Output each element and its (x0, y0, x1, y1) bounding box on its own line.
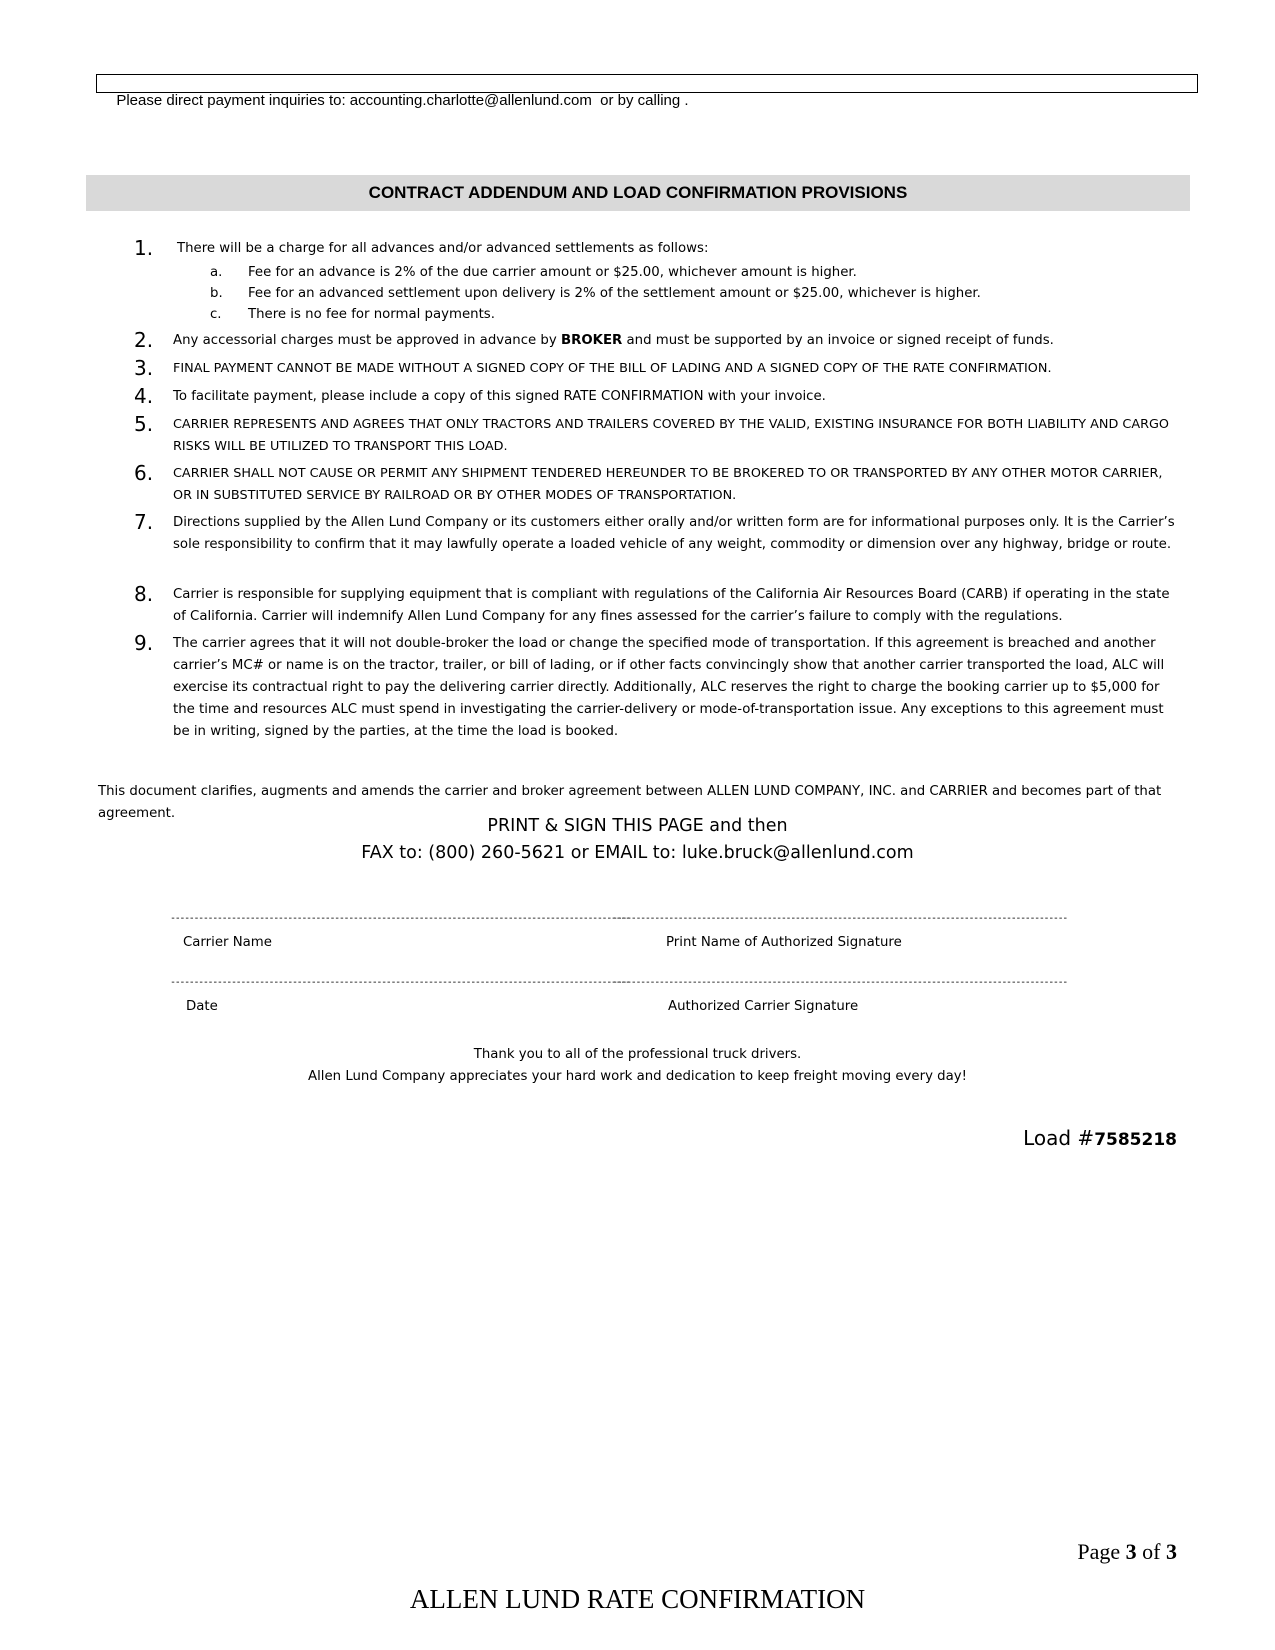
page-number: Page 3 of 3 (1077, 1539, 1177, 1564)
thanks-line-1: Thank you to all of the professional truck drivers. (473, 1047, 802, 1062)
date-label: Date (186, 999, 218, 1014)
section-title: CONTRACT ADDENDUM AND LOAD CONFIRMATION PROVISIONS (368, 183, 908, 202)
print-name-label: Print Name of Authorized Signature (666, 935, 902, 950)
provision-text: Carrier is responsible for supplying equipment that is compliant with regulations of the California Air Resources Board (CARB) if operating in the state of California. Carrier will indemnify Allen Lund Company for any fines assessed for the carrier’s failure to comply with the regulations. (173, 587, 1170, 624)
thanks-line-2: Allen Lund Company appreciates your hard work and dedication to keep freight moving every day! (308, 1069, 967, 1084)
print-sign-instruction: PRINT & SIGN THIS PAGE and then (487, 816, 788, 836)
broker-emphasis: BROKER (560, 333, 623, 348)
agreement-clarification: This document clarifies, augments and amends the carrier and broker agreement between ALLEN LUND COMPANY, INC. and CARRIER and becomes part of that agreement. (98, 784, 1162, 821)
fee-letter: b. (210, 286, 223, 301)
date-signature-line: -------------------------------------------------------------------------------------------------- (170, 977, 630, 988)
print-name-signature-line: ------------------------------------------------------------------------------------------------- (612, 913, 1067, 924)
fee-text: Fee for an advanced settlement upon delivery is 2% of the settlement amount or $25.00, whichever is higher. (248, 286, 981, 301)
carrier-name-label: Carrier Name (183, 935, 272, 950)
provision-number: 2. (134, 328, 154, 352)
fee-text: Fee for an advance is 2% of the due carrier amount or $25.00, whichever amount is higher. (248, 265, 857, 280)
authorized-signature-line: ------------------------------------------------------------------------------------------------- (612, 977, 1067, 988)
provision-number: 9. (134, 631, 154, 655)
provision-number: 4. (134, 384, 154, 408)
provision-number: 3. (134, 356, 154, 380)
provision-text: The carrier agrees that it will not double-broker the load or change the specified mode of transportation. If this agreement is breached and another carrier’s MC# or name is on the tractor, trailer, or bill of lading, or if other facts convincingly show that another carrier transported the load, ALC will exercise its contractual right to pay the delivering carrier directly. Additionally, ALC reserves the right to charge the booking carrier up to $5,000 for the time and resources ALC must spend in investigating the carrier-delivery or mode-of-transportation issue. Any exceptions to this agreement must be in writing, signed by the parties, at the time the load is booked. (173, 636, 1165, 739)
provision-number: 5. (134, 412, 154, 436)
provision-number: 8. (134, 582, 154, 606)
provision-text: Any accessorial charges must be approved in advance by BROKER and must be supported by an invoice or signed receipt of funds. (173, 333, 1054, 348)
payment-inquiry-text: Please direct payment inquiries to: accounting.charlotte@allenlund.com or by calling . (116, 92, 689, 109)
provision-text: Directions supplied by the Allen Lund Company or its customers either orally and/or written form are for informational purposes only. It is the Carrier’s sole responsibility to confirm that it may lawfully operate a loaded vehicle of any weight, commodity or dimension over any highway, bridge or route. (173, 515, 1175, 552)
load-label: Load # (1023, 1126, 1095, 1150)
provision-text: To facilitate payment, please include a copy of this signed RATE CONFIRMATION with your invoice. (173, 389, 826, 404)
fee-letter: a. (210, 265, 223, 280)
provision-text: There will be a charge for all advances and/or advanced settlements as follows: (177, 241, 709, 256)
provision-number: 6. (134, 461, 154, 485)
fee-letter: c. (210, 307, 222, 322)
load-number (1023, 1125, 1177, 1153)
load-number-value: 7585218 (1094, 1130, 1177, 1150)
fee-text: There is no fee for normal payments. (248, 307, 495, 322)
payment-inquiry-box (96, 74, 1198, 109)
total-pages: 3 (1166, 1539, 1177, 1564)
current-page: 3 (1125, 1539, 1137, 1564)
provision-text: FINAL PAYMENT CANNOT BE MADE WITHOUT A SIGNED COPY OF THE BILL OF LADING AND A SIGNED COPY OF THE RATE CONFIRMATION. (173, 361, 1052, 376)
footer-title: ALLEN LUND RATE CONFIRMATION (409, 1584, 866, 1614)
provision-number: 7. (134, 510, 154, 534)
carrier-name-signature-line: -------------------------------------------------------------------------------------------------- (170, 913, 630, 924)
provision-text: CARRIER REPRESENTS AND AGREES THAT ONLY TRACTORS AND TRAILERS COVERED BY THE VALID, EXISTING INSURANCE FOR BOTH LIABILITY AND CARGO RISKS WILL BE UTILIZED TO TRANSPORT THIS LOAD. (173, 417, 1169, 454)
authorized-signature-label: Authorized Carrier Signature (668, 999, 859, 1014)
fax-email-instruction: FAX to: (800) 260-5621 or EMAIL to: luke.bruck@allenlund.com (361, 843, 914, 863)
provision-number: 1. (134, 236, 154, 260)
provision-text: CARRIER SHALL NOT CAUSE OR PERMIT ANY SHIPMENT TENDERED HEREUNDER TO BE BROKERED TO OR TRANSPORTED BY ANY OTHER MOTOR CARRIER, OR IN SUBSTITUTED SERVICE BY RAILROAD OR BY OTHER MODES OF TRANSPORTATION. (173, 466, 1163, 503)
